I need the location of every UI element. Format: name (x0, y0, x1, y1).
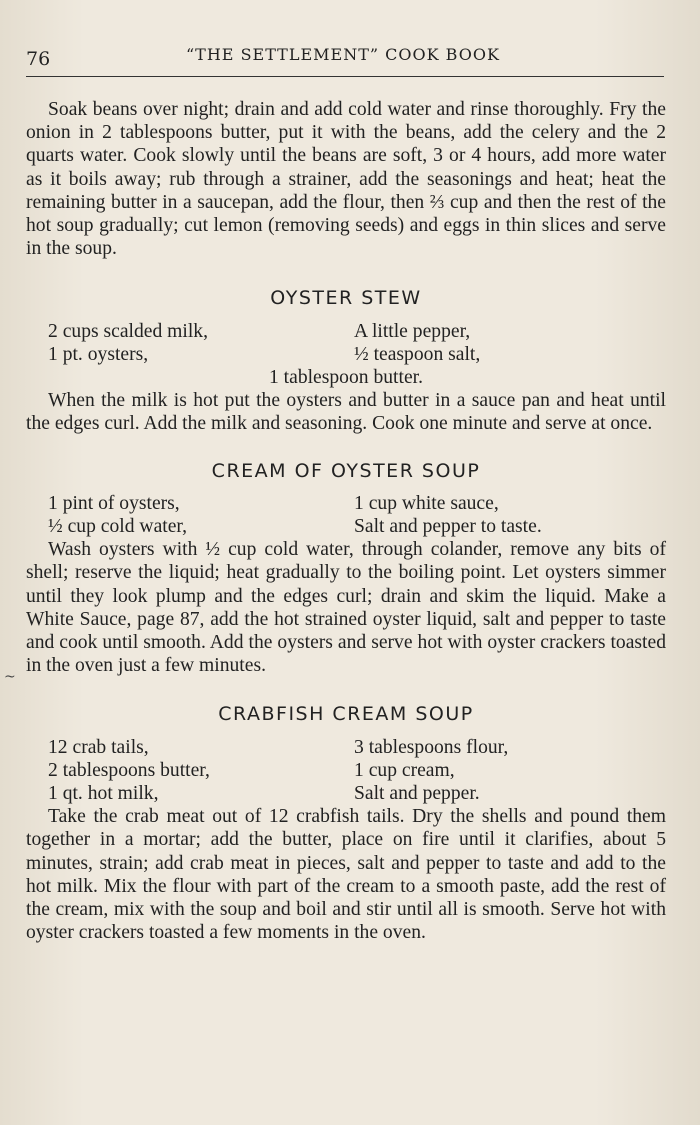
recipe-directions: When the milk is hot put the oysters and butter in a sauce pan and heat until the edges curl. Add the milk and seasoning. Cook one minute and serve at once. (26, 390, 666, 435)
ingredient: 2 cups scalded milk, (48, 320, 208, 342)
recipe-cream-of-oyster-soup (26, 460, 666, 678)
ingredient-list (26, 492, 666, 538)
recipe-title: OYSTER STEW (270, 287, 422, 310)
page-number: 76 (26, 48, 51, 70)
ingredient: Salt and pepper. (354, 783, 480, 805)
ingredient: 12 crab tails, (48, 736, 149, 758)
ingredient-list (26, 320, 666, 366)
ingredient: 1 cup white sauce, (354, 492, 499, 514)
ingredient-list (26, 736, 666, 806)
recipe-oyster-stew (26, 287, 666, 435)
margin-mark: ~ (4, 669, 16, 685)
ingredient: 1 pt. oysters, (48, 343, 149, 365)
recipe-crabfish-cream-soup (26, 703, 666, 944)
recipe-title: CRABFISH CREAM SOUP (218, 703, 474, 726)
header-rule (26, 76, 664, 77)
recipe-directions: Take the crab meat out of 12 crabfish tails. Dry the shells and pound them together in a mortar; add the butter, place on fire until it clarifies, about 5 minutes, strain; add crab meat in pieces, salt and pepper to taste and add to the hot milk. Mix the flour with part of the cream to a smooth paste, add the rest of the cream, mix with the soup and boil and stir until all is smooth. Serve hot with oyster crackers toasted a few moments in the oven. (26, 806, 666, 944)
running-title: “THE SETTLEMENT” COOK BOOK (186, 45, 500, 64)
ingredient: A little pepper, (354, 320, 471, 342)
ingredient: 2 tablespoons butter, (48, 759, 210, 781)
ingredient: ½ cup cold water, (48, 516, 188, 538)
recipe-directions: Wash oysters with ½ cup cold water, through colander, remove any bits of shell; reserve the liquid; heat gradually to the boiling point. Let oysters simmer until they look plump and the edges curl; drain and skim the liquid. Make a White Sauce, page 87, add the hot strained oyster liquid, salt and pepper to taste and cook until smooth. Add the oysters and serve hot with oyster crackers toasted in the oven just a few minutes. (26, 539, 666, 677)
ingredient: 1 tablespoon butter. (268, 367, 423, 389)
recipe-title: CREAM OF OYSTER SOUP (211, 459, 481, 482)
opening-paragraph: Soak beans over night; drain and add cold water and rinse thoroughly. Fry the onion in 2 tablespoons butter, put it with the beans, add the celery and the 2 quarts water. Cook slowly until the beans are soft, 3 or 4 hours, add more water as it boils away; rub through a strainer, add the seasonings and heat; heat the remaining butter in a saucepan, add the flour, then ⅔ cup and then the rest of the hot soup gradually; cut lemon (removing seeds) and eggs in thin slices and serve in the soup. (26, 99, 666, 260)
ingredient: 1 cup cream, (354, 759, 455, 781)
page-header (26, 44, 664, 74)
page-body (26, 98, 666, 945)
ingredient: 1 pint of oysters, (48, 492, 180, 514)
ingredient: Salt and pepper to taste. (354, 516, 542, 538)
ingredient: ½ teaspoon salt, (354, 343, 481, 365)
ingredient: 1 qt. hot milk, (48, 783, 159, 805)
ingredient: 3 tablespoons flour, (354, 736, 509, 758)
